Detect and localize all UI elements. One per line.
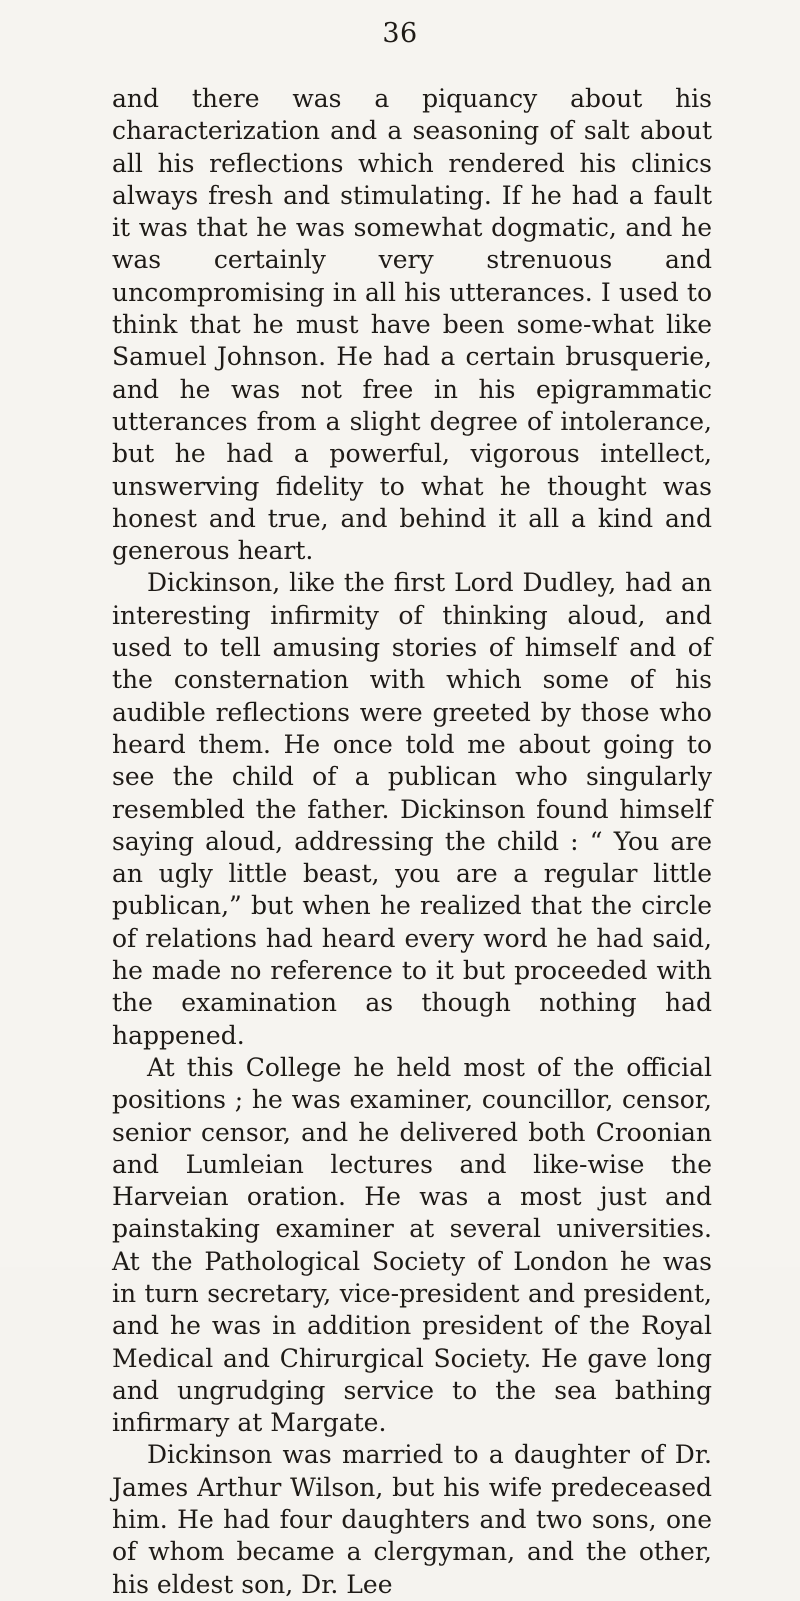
- paragraph-1: and there was a piquancy about his characterization and a seasoning of salt about all his reflections which rendered his clinics always fresh and stimulating. If he had a fault it was that he was somewhat dogmatic, and he was certainly very strenuous and uncompromising in all his utterances. I used to think that he must have been some-what like Samuel Johnson. He had a certain brusquerie, and he was not free in his epigrammatic utterances from a slight degree of intolerance, but he had a powerful, vigorous intellect, unswerving fidelity to what he thought was honest and true, and behind it all a kind and generous heart.: [112, 84, 712, 566]
- paragraph-2: Dickinson, like the first Lord Dudley, had an interesting infirmity of thinking aloud, and used to tell amusing stories of himself and of the consternation with which some of his audible reflections were greeted by those who heard them. He once told me about going to see the child of a publican who singularly resembled the father. Dickinson found himself saying aloud, addressing the child : “ You are an ugly little beast, you are a regular little publican,” but when he realized that the circle of relations had heard every word he had said, he made no reference to it but proceeded with the examination as though nothing had happened.: [112, 568, 712, 1050]
- paragraph-4: Dickinson was married to a daughter of Dr. James Arthur Wilson, but his wife predeceased him. He had four daughters and two sons, one of whom became a clergyman, and the other, his eldest son, Dr. Lee: [112, 1440, 712, 1599]
- page-number: 36: [382, 18, 418, 49]
- page-text: [112, 83, 712, 1601]
- paragraph-3: At this College he held most of the official positions ; he was examiner, councillor, censor, senior censor, and he delivered both Croonian and Lumleian lectures and like-wise the Harveian oration. He was a most just and painstaking examiner at several universities. At the Pathological Society of London he was in turn secretary, vice-president and president, and he was in addition president of the Royal Medical and Chirurgical Society. He gave long and ungrudging service to the sea bathing infirmary at Margate.: [112, 1052, 712, 1438]
